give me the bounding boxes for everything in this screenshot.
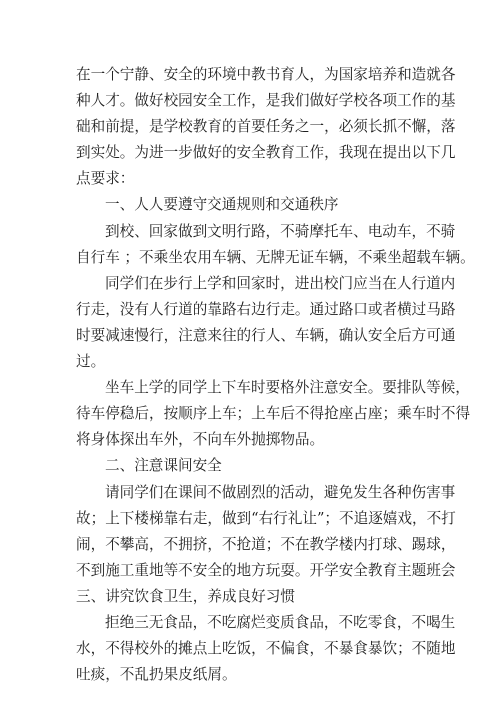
text-line: 时要减速慢行，注意来往的行人、车辆，确认安全后方可通 xyxy=(76,326,456,344)
text-line: 待车停稳后，按顺序上车；上车后不得抢座占座；乘车时不得 xyxy=(76,405,471,423)
text-line: 吐痰，不乱扔果皮纸屑。 xyxy=(76,666,237,684)
document-body xyxy=(76,62,475,688)
text-line: 过。 xyxy=(76,353,106,371)
text-line: 到校、回家做到文明行路，不骑摩托车、电动车，不骑 xyxy=(105,222,456,240)
text-line: 自行车 ；不乘坐农用车辆、无牌无证车辆，不乘坐超载车辆。 xyxy=(76,248,475,266)
text-line: 同学们在步行上学和回家时，进出校门应当在人行道内 xyxy=(105,274,456,292)
text-line: 点要求： xyxy=(76,170,135,188)
text-line: 请同学们在课间不做剧烈的活动，避免发生各种伤害事 xyxy=(105,483,456,501)
text-line: 行走，没有人行道的靠路右边行走。通过路口或者横过马路 xyxy=(76,300,456,318)
text-line: 水，不得校外的摊点上吃饭，不偏食，不暴食暴饮；不随地 xyxy=(76,640,456,658)
text-line: 不到施工重地等不安全的地方玩耍。开学安全教育主题班会 xyxy=(76,561,456,579)
text-line: 将身体探出车外，不向车外抛掷物品。 xyxy=(76,431,325,449)
text-line: 在一个宁静、安全的环境中教书育人，为国家培养和造就各 xyxy=(76,66,456,83)
section-heading-break-safety: 二、注意课间安全 xyxy=(105,457,222,475)
text-line: 拒绝三无食品，不吃腐烂变质食品，不吃零食，不喝生 xyxy=(105,613,456,631)
text-line: 础和前提，是学校教育的首要任务之一，必须长抓不懈，落 xyxy=(76,118,456,136)
text-line: 坐车上学的同学上下车时要格外注意安全。要排队等候， xyxy=(105,379,470,397)
text-line: 到实处。为进一步做好的安全教育工作，我现在提出以下几 xyxy=(76,144,456,162)
section-heading-food-hygiene: 三、讲究饮食卫生，养成良好习惯 xyxy=(76,587,295,605)
section-heading-traffic: 一、人人要遵守交通规则和交通秩序 xyxy=(105,196,339,214)
text-line: 故；上下楼梯靠右走，做到“右行礼让”；不追逐嬉戏，不打 xyxy=(76,509,456,527)
text-line: 闹，不攀高，不拥挤，不抢道；不在教学楼内打球、踢球， xyxy=(76,535,456,553)
text-line: 种人才。做好校园安全工作，是我们做好学校各项工作的基 xyxy=(76,92,456,110)
